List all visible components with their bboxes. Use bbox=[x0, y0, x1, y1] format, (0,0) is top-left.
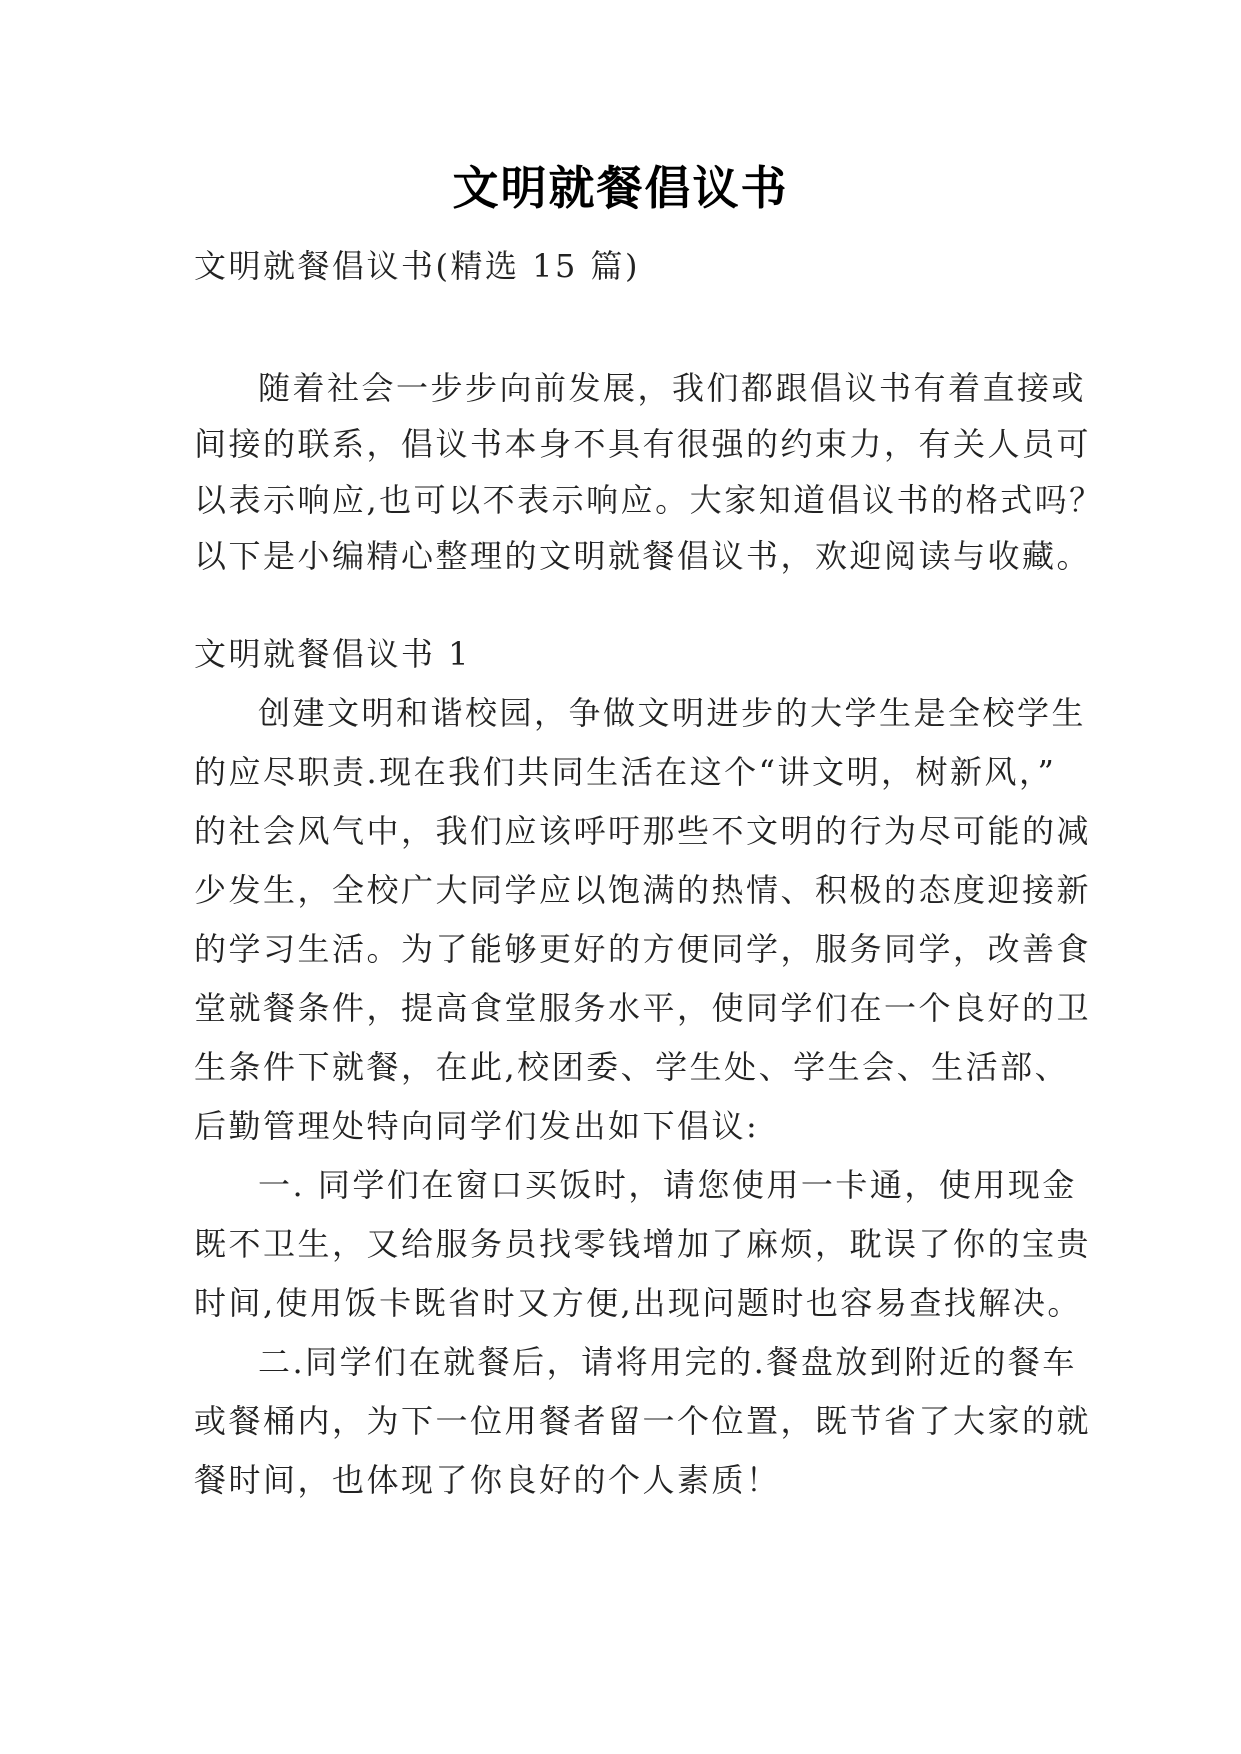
para1-line-6: 堂就餐条件，提高食堂服务水平，使同学们在一个良好的卫 bbox=[194, 989, 1092, 1027]
para3-line-3: 餐时间，也体现了你良好的个人素质！ bbox=[194, 1461, 781, 1499]
document-subtitle: 文明就餐倡议书(精选 15 篇) bbox=[194, 247, 641, 285]
para2-line-3: 时间,使用饭卡既省时又方便,出现问题时也容易查找解决。 bbox=[194, 1284, 1082, 1322]
para1-line-1: 创建文明和谐校园，争做文明进步的大学生是全校学生 bbox=[258, 694, 1087, 732]
para1-line-8: 后勤管理处特向同学们发出如下倡议: bbox=[194, 1107, 760, 1145]
intro-line-4: 以下是小编精心整理的文明就餐倡议书，欢迎阅读与收藏。 bbox=[194, 537, 1092, 575]
para1-line-2: 的应尽职责.现在我们共同生活在这个“讲文明，树新风，” bbox=[194, 753, 1057, 791]
document-title: 文明就餐倡议书 bbox=[452, 161, 789, 215]
para1-line-5: 的学习生活。为了能够更好的方便同学，服务同学，改善食 bbox=[194, 930, 1092, 968]
intro-line-1: 随着社会一步步向前发展，我们都跟倡议书有着直接或 bbox=[258, 369, 1087, 407]
para3-line-2: 或餐桶内，为下一位用餐者留一个位置，既节省了大家的就 bbox=[194, 1402, 1092, 1440]
para2-line-1: 一. 同学们在窗口买饭时，请您使用一卡通，使用现金 bbox=[258, 1166, 1077, 1204]
intro-line-2: 间接的联系，倡议书本身不具有很强的约束力，有关人员可 bbox=[194, 425, 1092, 463]
para3-line-1: 二.同学们在就餐后，请将用完的.餐盘放到附近的餐车 bbox=[258, 1343, 1077, 1381]
para1-line-7: 生条件下就餐，在此,校团委、学生处、学生会、生活部、 bbox=[194, 1048, 1070, 1086]
section-heading: 文明就餐倡议书 1 bbox=[194, 635, 472, 673]
para1-line-4: 少发生，全校广大同学应以饱满的热情、积极的态度迎接新 bbox=[194, 871, 1092, 909]
intro-line-3: 以表示响应,也可以不表示响应。大家知道倡议书的格式吗？ bbox=[194, 481, 1104, 519]
para1-line-3: 的社会风气中，我们应该呼吁那些不文明的行为尽可能的减 bbox=[194, 812, 1092, 850]
para2-line-2: 既不卫生，又给服务员找零钱增加了麻烦，耽误了你的宝贵 bbox=[194, 1225, 1092, 1263]
